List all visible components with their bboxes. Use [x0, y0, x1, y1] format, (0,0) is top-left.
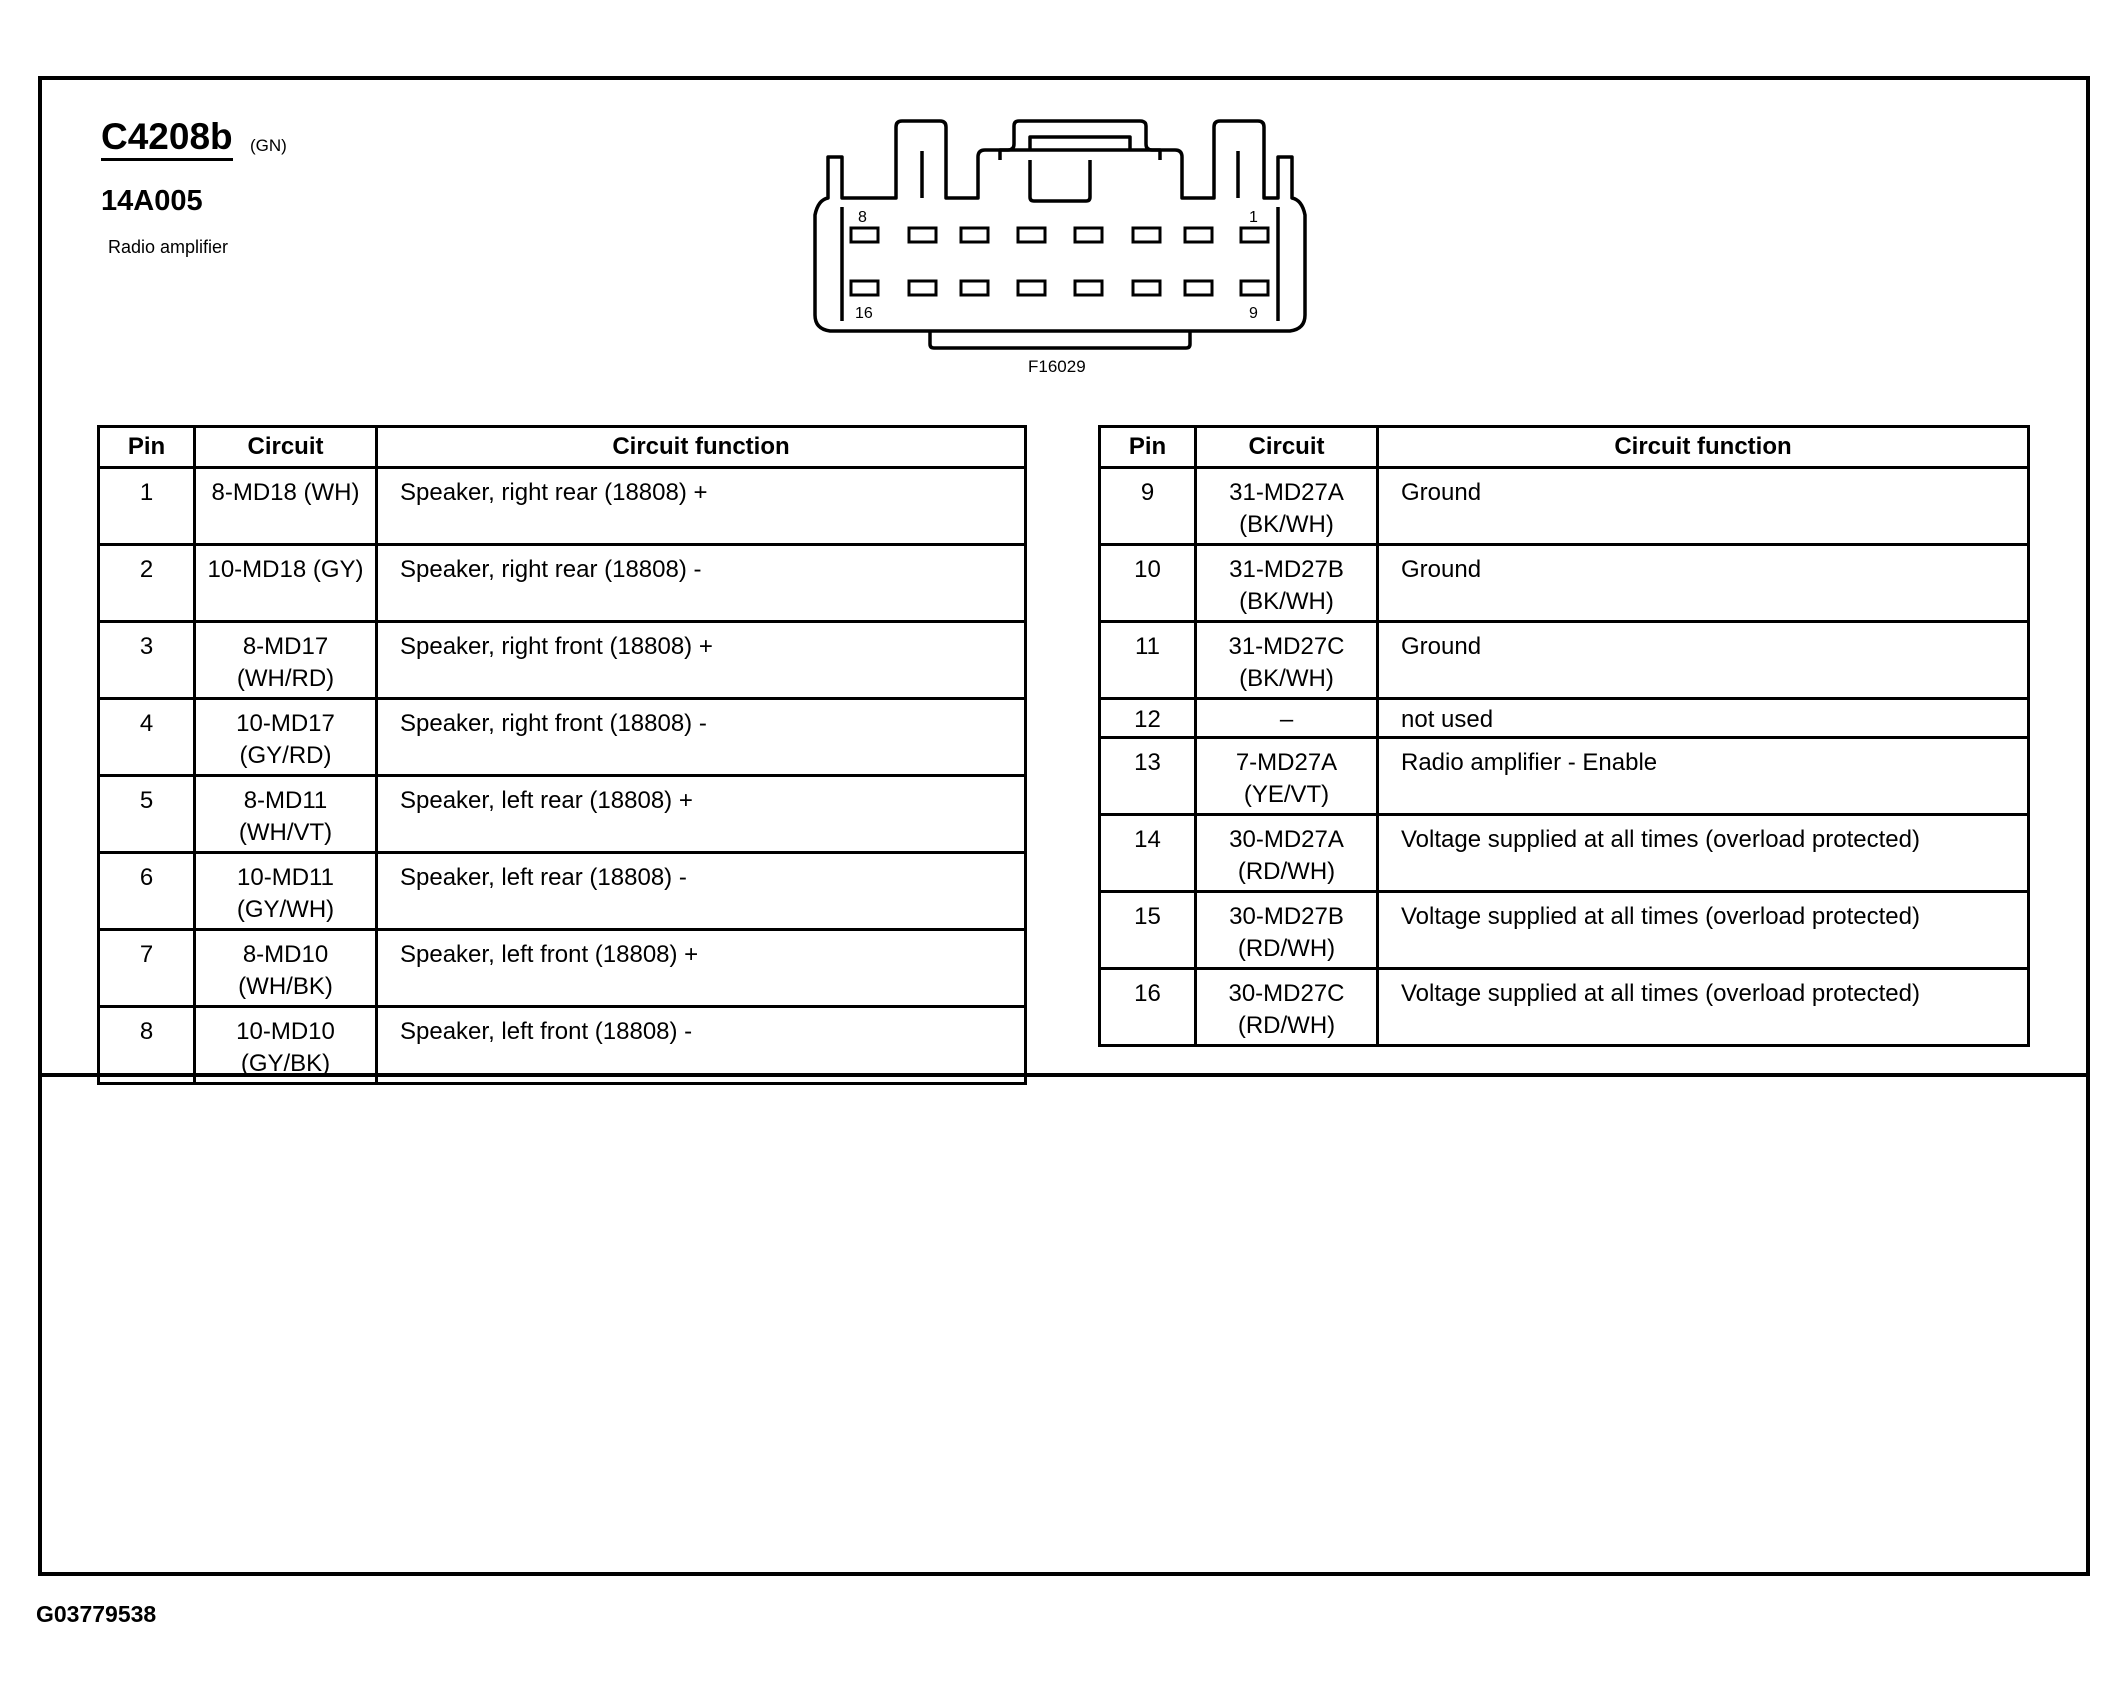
table-row — [1100, 969, 2029, 1046]
table-row — [1100, 699, 2029, 738]
function-cell: Speaker, left front (18808) + — [377, 930, 1026, 1007]
function-cell: Voltage supplied at all times (overload protected) — [1378, 815, 2029, 892]
table-row — [99, 1007, 1026, 1084]
table-row — [1100, 622, 2029, 699]
table-row — [99, 776, 1026, 853]
pin-cell: 7 — [99, 930, 195, 1007]
pin-cell: 1 — [99, 468, 195, 545]
function-cell: Speaker, right front (18808) + — [377, 622, 1026, 699]
pin-cell: 10 — [1100, 545, 1196, 622]
table-row — [1100, 468, 2029, 545]
table-row — [99, 853, 1026, 930]
function-cell: Speaker, right front (18808) - — [377, 699, 1026, 776]
pin-cell: 15 — [1100, 892, 1196, 969]
connector-color: (GN) — [250, 136, 287, 155]
pinout-table-right — [1098, 425, 2030, 1047]
circuit-cell: 10-MD11 (GY/WH) — [195, 853, 377, 930]
table-header-row — [99, 427, 1026, 468]
table-header-row — [1100, 427, 2029, 468]
circuit-cell: – — [1196, 699, 1378, 738]
column-header-circuit: Circuit — [1196, 427, 1378, 468]
connector-id: C4208b — [101, 118, 233, 161]
pin-cell: 9 — [1100, 468, 1196, 545]
circuit-cell: 30-MD27C (RD/WH) — [1196, 969, 1378, 1046]
pin-cell: 3 — [99, 622, 195, 699]
table-row — [1100, 545, 2029, 622]
function-cell: Radio amplifier - Enable — [1378, 738, 2029, 815]
pin-cell: 5 — [99, 776, 195, 853]
table-row — [99, 699, 1026, 776]
table-row — [99, 468, 1026, 545]
column-header-function: Circuit function — [377, 427, 1026, 468]
table-row — [1100, 815, 2029, 892]
table-row — [1100, 738, 2029, 815]
pin-label-8: 8 — [858, 209, 867, 226]
function-cell: Ground — [1378, 468, 2029, 545]
function-cell: Speaker, left rear (18808) - — [377, 853, 1026, 930]
function-cell: Voltage supplied at all times (overload protected) — [1378, 969, 2029, 1046]
circuit-cell: 30-MD27A (RD/WH) — [1196, 815, 1378, 892]
pin-label-16: 16 — [855, 305, 873, 322]
circuit-cell: 10-MD10 (GY/BK) — [195, 1007, 377, 1084]
pin-cell: 2 — [99, 545, 195, 622]
function-cell: Speaker, right rear (18808) - — [377, 545, 1026, 622]
circuit-cell: 10-MD17 (GY/RD) — [195, 699, 377, 776]
circuit-cell: 8-MD10 (WH/BK) — [195, 930, 377, 1007]
function-cell: not used — [1378, 699, 2029, 738]
function-cell: Ground — [1378, 622, 2029, 699]
column-header-circuit: Circuit — [195, 427, 377, 468]
connector-face-diagram — [800, 115, 1320, 355]
circuit-cell: 31-MD27C (BK/WH) — [1196, 622, 1378, 699]
circuit-cell: 8-MD17 (WH/RD) — [195, 622, 377, 699]
pin-cell: 8 — [99, 1007, 195, 1084]
circuit-cell: 31-MD27B (BK/WH) — [1196, 545, 1378, 622]
function-cell: Speaker, left front (18808) - — [377, 1007, 1026, 1084]
table-row — [99, 930, 1026, 1007]
connector-description: Radio amplifier — [108, 237, 229, 257]
pin-label-9: 9 — [1249, 305, 1258, 322]
pin-cell: 11 — [1100, 622, 1196, 699]
function-cell: Ground — [1378, 545, 2029, 622]
column-header-function: Circuit function — [1378, 427, 2029, 468]
pin-cell: 14 — [1100, 815, 1196, 892]
part-number: 14A005 — [101, 185, 203, 217]
circuit-cell: 31-MD27A (BK/WH) — [1196, 468, 1378, 545]
function-cell: Voltage supplied at all times (overload protected) — [1378, 892, 2029, 969]
function-cell: Speaker, left rear (18808) + — [377, 776, 1026, 853]
pin-label-1: 1 — [1249, 209, 1258, 226]
figure-code: F16029 — [1028, 357, 1086, 376]
pin-cell: 12 — [1100, 699, 1196, 738]
circuit-cell: 7-MD27A (YE/VT) — [1196, 738, 1378, 815]
pin-cell: 6 — [99, 853, 195, 930]
pin-cell: 4 — [99, 699, 195, 776]
circuit-cell: 30-MD27B (RD/WH) — [1196, 892, 1378, 969]
table-row — [99, 545, 1026, 622]
column-header-pin: Pin — [1100, 427, 1196, 468]
function-cell: Speaker, right rear (18808) + — [377, 468, 1026, 545]
pinout-table-left — [97, 425, 1027, 1085]
column-header-pin: Pin — [99, 427, 195, 468]
circuit-cell: 8-MD11 (WH/VT) — [195, 776, 377, 853]
table-row — [1100, 892, 2029, 969]
pin-cell: 13 — [1100, 738, 1196, 815]
pin-cell: 16 — [1100, 969, 1196, 1046]
circuit-cell: 8-MD18 (WH) — [195, 468, 377, 545]
drawing-code: G03779538 — [36, 1601, 157, 1627]
table-row — [99, 622, 1026, 699]
circuit-cell: 10-MD18 (GY) — [195, 545, 377, 622]
